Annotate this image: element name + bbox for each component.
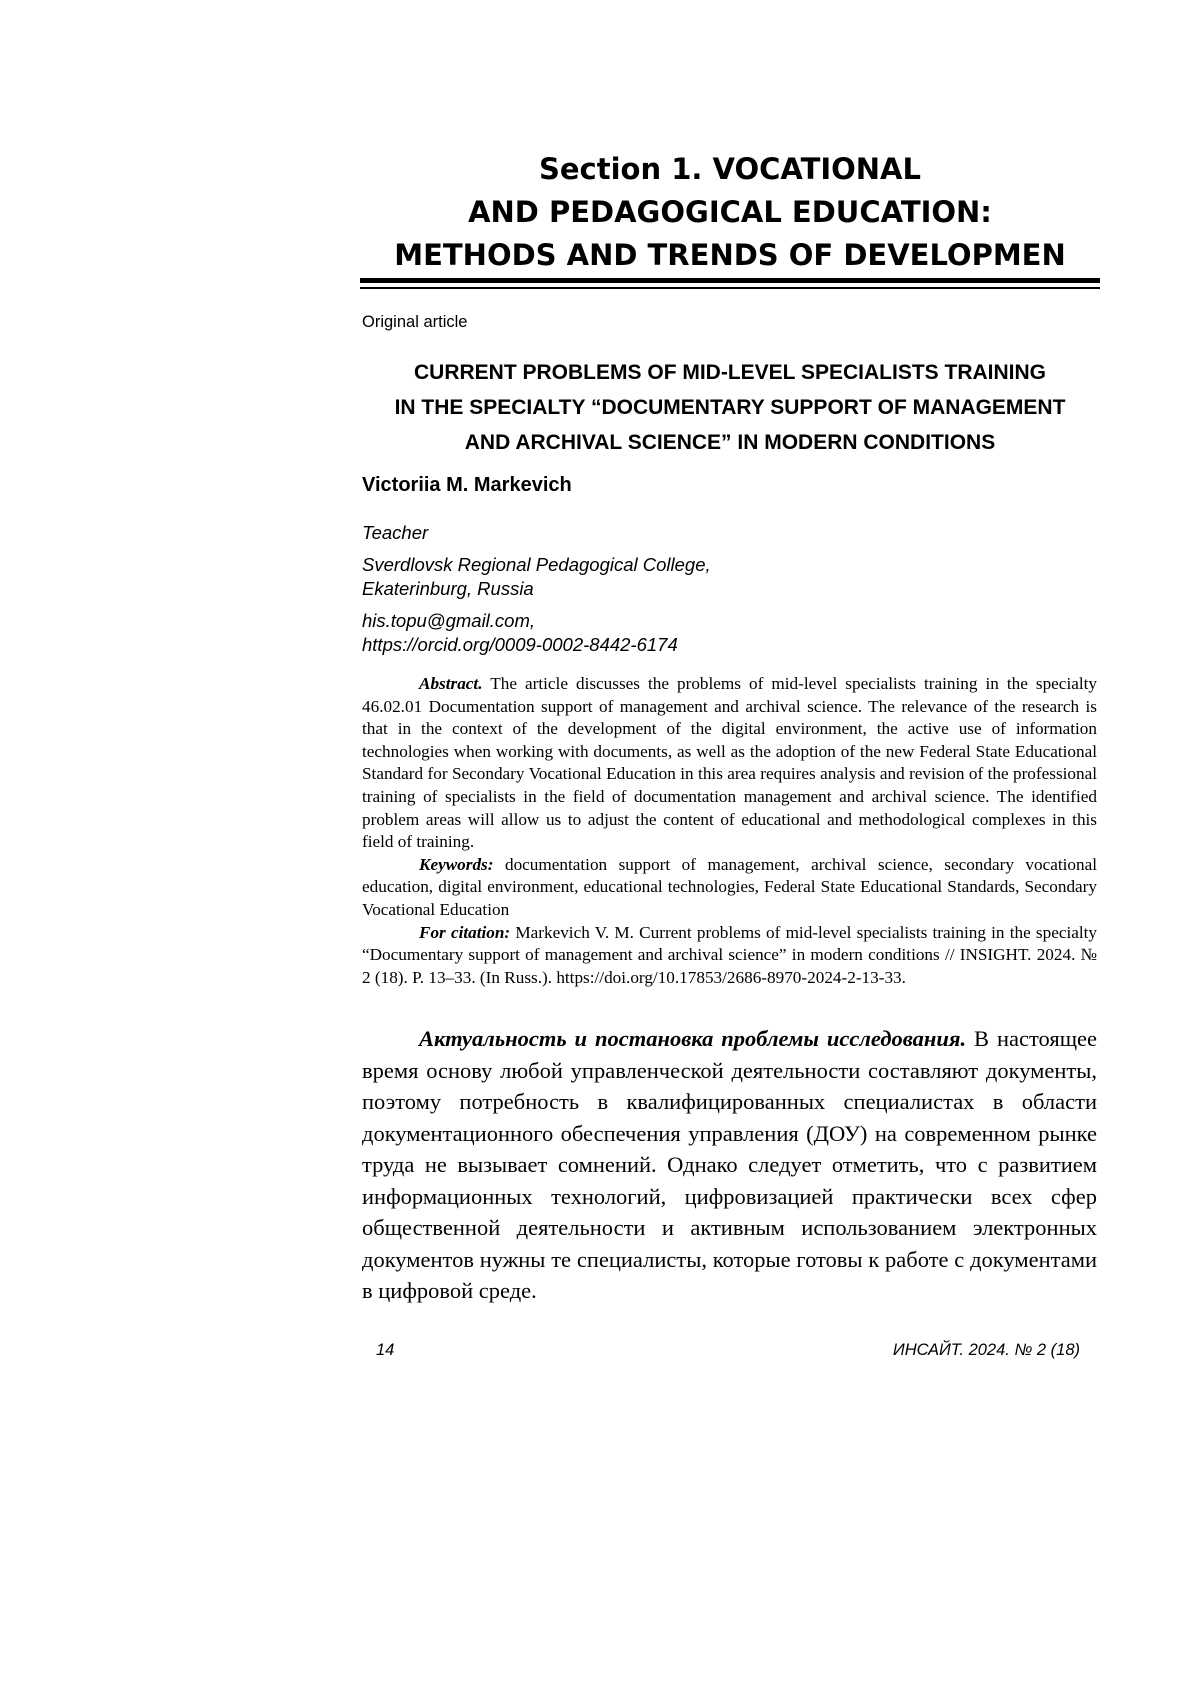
keywords-label: Keywords: [419, 855, 493, 874]
citation-paragraph [362, 922, 1097, 990]
author-email[interactable]: his.topu@gmail.com, [362, 609, 678, 633]
author-name: Victoriia M. Markevich [362, 474, 572, 497]
abstract-label: Abstract. [419, 674, 483, 693]
author-position [362, 521, 428, 545]
author-position-text: Teacher [362, 521, 428, 545]
section-heading-line: METHODS AND TRENDS OF DEVELOPMEN [360, 234, 1100, 277]
page-number: 14 [376, 1341, 394, 1360]
citation-label: For citation: [419, 923, 510, 942]
article-title-line: IN THE SPECIALTY “DOCUMENTARY SUPPORT OF MANAGEMENT [360, 390, 1100, 425]
section-heading-line: Section 1. VOCATIONAL [360, 148, 1100, 191]
header-rule-thin [360, 287, 1100, 289]
body-lead: Актуальность и постановка проблемы исследования. [419, 1026, 966, 1051]
section-heading-line: AND PEDAGOGICAL EDUCATION: [360, 191, 1100, 234]
abstract-text: The article discusses the problems of mid-level specialists training in the specialty 46.02.01 Documentation support of management and archival science. The relevance of the research is that in the context of the development of the digital environment, the active use of information technologies when working with documents, as well as the adoption of the new Federal State Educational Standard for Secondary Vocational Education in this area requires analysis and revision of the professional training of specialists in the field of documentation management and archival science. The identified problem areas will allow us to adjust the content of educational and methodological complexes in this field of training. [362, 674, 1097, 851]
citation-text: Markevich V. M. Current problems of mid-level specialists training in the specialty “Documentary support of management and archival science” in modern conditions // INSIGHT. 2024. № 2 (18). P. 13–33. (In Russ.). https://doi.org/10.17853/2686-8970-2024-2-13-33. [362, 923, 1097, 987]
article-title [360, 355, 1100, 460]
affiliation-line: Sverdlovsk Regional Pedagogical College, [362, 553, 711, 577]
body-text [362, 1023, 1097, 1307]
header-rule-thick [360, 278, 1100, 283]
body-paragraph [362, 1023, 1097, 1307]
article-title-line: AND ARCHIVAL SCIENCE” IN MODERN CONDITIONS [360, 425, 1100, 460]
article-type: Original article [362, 313, 467, 332]
abstract-paragraph [362, 673, 1097, 854]
body-paragraph-text: В настоящее время основу любой управленческой деятельности составляют документы, поэтому потребность в квалифицированных специалистах в области документационного обеспечения управления (ДОУ) на современном рынке труда не вызывает сомнений. Однако следует отметить, что с развитием информационных технологий, цифровизацией практически всех сфер общественной деятельности и активным использованием электронных документов нужны те специалисты, которые готовы к работе с документами в цифровой среде. [362, 1026, 1097, 1303]
keywords-paragraph [362, 854, 1097, 922]
article-title-line: CURRENT PROBLEMS OF MID-LEVEL SPECIALISTS TRAINING [360, 355, 1100, 390]
affiliation-line: Ekaterinburg, Russia [362, 577, 711, 601]
journal-footer: ИНСАЙТ. 2024. № 2 (18) [893, 1341, 1080, 1360]
keywords-text: documentation support of management, archival science, secondary vocational education, digital environment, educational technologies, Federal State Educational Standards, Secondary Vocational Education [362, 855, 1097, 919]
section-heading [360, 148, 1100, 277]
abstract-block [362, 673, 1097, 989]
author-orcid-link[interactable]: https://orcid.org/0009-0002-8442-6174 [362, 633, 678, 657]
author-affiliation [362, 553, 711, 601]
author-contacts [362, 609, 678, 657]
